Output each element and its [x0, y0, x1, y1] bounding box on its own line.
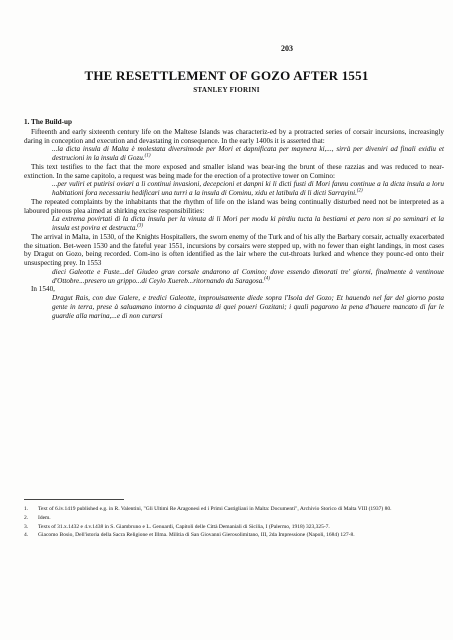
- footnote-text: Text of 6.iv.1419 published e.g. in R. Valentini, "Gli Ultimi Re Aragonesi ed i Primi Castigliani in Malta: Documenti", Archivio Storico di Malta VIII (1937) 80.: [38, 506, 392, 512]
- paragraph: The arrival in Malta, in 1530, of the Knights Hospitallers, the sworn enemy of the Turk and of his ally the Barbary corsair, actually exacerbated the situation. Bet-ween 1530 and the fateful year 1551, incursions by corsairs were stepped up, with no fewer than eight landings, in most cases by Dragut on Gozo, being recorded. Com-ino is often identified as the lair where the cut-throats lurked and whence they pounc-ed onto their unsuspecting prey. In 1553: [24, 232, 444, 267]
- quote-text: ...la dicta insula di Malta è molestata diversimode per Mori et dapnificata per maynera ki,..., sirrà per diveniri ad finali exidiu et destrucioni in la insula di Gozu.: [52, 145, 444, 162]
- footnote-mark: (3): [137, 223, 144, 229]
- block-quote: [24, 145, 444, 163]
- paragraph: This text testifies to the fact that the more exposed and smaller island was bear-ing the brunt of these razzias and was reduced to near-extinction. In the same capitolo, a request was being made for the erection of a protective tower on Comino:: [24, 162, 444, 180]
- block-quote: [24, 180, 444, 198]
- quote-text: ...per vuliri et putirisi oviari a li continui invasioni, decepcioni et danpni ki li dicti fusti di Mori fannu continue a la dicta insula a loru habitationi fora necessariu hedificari una turri a la insula di Cominu, xidu et latibula di li dicti Sarrayini.: [52, 180, 444, 197]
- footnote: [24, 506, 444, 513]
- quote-text: dieci Galeotte e Fuste...del Giudeo gran corsale andarono al Comino; dove essendo dimorati tre' giorni, finalmente à ventinoue d'Ottobre...presero un grippo...di Ceylo Xuereb...ritornando da Saragosa.: [52, 267, 444, 285]
- quote-text: La extrema povirtati di la dicta insula per la vinuta di li Mori per modu ki pirdiu tucta la bestiami et pero non si po seminari et la insula est povira et destructa.: [52, 215, 444, 232]
- footnote: [24, 515, 444, 522]
- block-quote: Dragut Rais, con due Galere, e tredici Galeotte, improuisamente diede sopra l'Isola del Gozo; Et hauendo nel far del giorno posta gente in terra, prese à saluamano intorno à cinquanta di quei poueri Gozitani; i quali pagarono la pena d'hauere mancato di far le guardie alla marina,...e di non curarsi: [52, 294, 444, 320]
- section-heading: 1. The Build-up: [24, 118, 73, 126]
- footnote-mark: (1): [144, 153, 151, 159]
- article-title: THE RESETTLEMENT OF GOZO AFTER 1551: [84, 68, 369, 83]
- footnote-divider: [24, 499, 124, 500]
- paragraph: In 1540,: [31, 285, 55, 294]
- footnote: [24, 532, 444, 539]
- footnotes: [24, 506, 444, 541]
- footnote: [24, 524, 444, 531]
- footnote-text: Texts of 31.x.1432 e 4.v.1438 in S. Giambruno e L. Genuardi, Capitoli delle Città Demaniali di Sicilia, I (Palermo, 1918) 323,325-7.: [38, 523, 330, 530]
- footnote-text: Idem.: [38, 514, 51, 521]
- footnote-mark: (2): [356, 188, 363, 194]
- footnote-number: 2.: [24, 514, 29, 521]
- footnote-number: 1.: [24, 506, 29, 512]
- paragraph: Fifteenth and early sixteenth century life on the Maltese Islands was characteriz-ed by a protracted series of corsair incursions, increasingly daring in conception and execution and devastating in consequence. In the early 1400s it is asserted that:: [24, 127, 444, 145]
- footnote-number: 3.: [24, 523, 29, 530]
- article-body: [24, 118, 444, 320]
- footnote-number: 4.: [24, 532, 29, 539]
- footnote-mark: (4): [264, 276, 270, 282]
- page-number: 203: [281, 44, 293, 53]
- block-quote: [24, 215, 444, 233]
- article-author: STANLEY FIORINI: [193, 86, 260, 94]
- block-quote: [24, 268, 444, 286]
- paragraph: The repeated complaints by the inhabitants that the rhythm of life on the island was being continually disturbed need not be interpreted as a laboured piteous plea aimed at shirking excise responsibilities:: [24, 197, 444, 215]
- footnote-text: Giacomo Bosio, Dell'istoria della Sacra Religione et Illma. Militia di San Giovanni Gierosolimitano, III, 2da Impressione (Napoli, 1684) 127-8.: [38, 532, 355, 539]
